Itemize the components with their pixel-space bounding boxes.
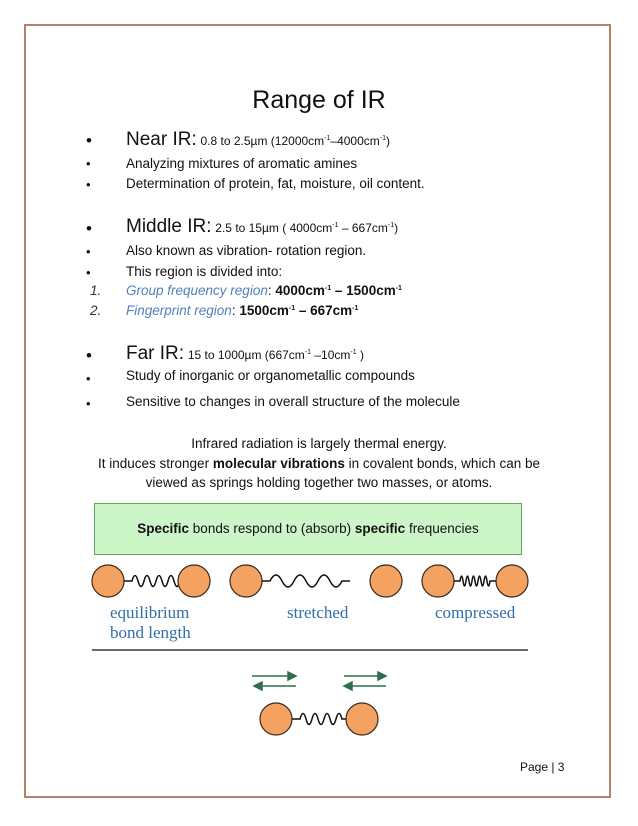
bullet: • bbox=[86, 346, 92, 365]
far-ir-item: Sensitive to changes in overall structure of the molecule bbox=[126, 394, 460, 409]
arrows-icon bbox=[252, 672, 386, 690]
middle-ir-item: Also known as vibration- rotation region. bbox=[126, 243, 367, 258]
stretched-spring bbox=[230, 565, 402, 597]
label-compressed: compressed bbox=[435, 603, 516, 622]
paragraph-line: It induces stronger molecular vibrations in covalent bonds, which can be bbox=[98, 456, 540, 471]
far-ir-item: Study of inorganic or organometallic compounds bbox=[126, 368, 415, 383]
bullet: • bbox=[86, 244, 91, 259]
label-bond-length: bond length bbox=[110, 623, 191, 642]
middle-ir-subrange: Group frequency region: $4000cm^{-1} - 1500cm^{-1}$ bbox=[126, 283, 402, 298]
page-number: Page | 3 bbox=[520, 760, 565, 774]
near-ir-item: Determination of protein, fat, moisture, oil content. bbox=[126, 176, 425, 191]
middle-ir-range: 2.5 to 15µm ( $4000cm^{-1} - 667cm^{-1}$) bbox=[215, 221, 399, 235]
paragraph-line: viewed as springs holding together two masses, or atoms. bbox=[145, 475, 493, 490]
bullet: • bbox=[86, 131, 92, 150]
far-ir-heading: Far IR: bbox=[126, 343, 185, 364]
far-ir-range: 15 to 1000µm ($667cm^{-1}$ $-10cm^{-1}$ ) bbox=[187, 348, 364, 362]
highlight-box: Specific bonds respond to (absorb) specific frequencies bbox=[94, 503, 522, 555]
middle-ir-subrange: Fingerprint region: $1500cm^{-1} - 667cm^{-1}$ bbox=[126, 303, 359, 318]
middle-ir-item: This region is divided into: bbox=[126, 264, 283, 279]
bullet: • bbox=[86, 156, 91, 171]
middle-ir-heading: Middle IR: bbox=[126, 216, 212, 237]
page-title: Range of IR bbox=[252, 86, 386, 114]
list-number: 2. bbox=[90, 303, 102, 318]
bullet: • bbox=[86, 177, 91, 192]
near-ir-item: Analyzing mixtures of aromatic amines bbox=[126, 156, 358, 171]
vibrating-spring bbox=[260, 703, 378, 735]
bullet: • bbox=[86, 219, 92, 238]
near-ir-heading: Near IR: bbox=[126, 129, 197, 150]
bullet: • bbox=[86, 371, 91, 386]
bullet: • bbox=[86, 396, 91, 411]
label-stretched: stretched bbox=[287, 603, 349, 622]
list-number: 1. bbox=[90, 283, 102, 298]
near-ir-range: 0.8 to 2.5µm $(12000cm^{-1}-4000cm^{-1})$ bbox=[200, 134, 391, 148]
label-equilibrium: equilibrium bbox=[110, 603, 190, 622]
paragraph-line: Infrared radiation is largely thermal energy. bbox=[191, 436, 447, 451]
bullet: • bbox=[86, 265, 91, 280]
equilibrium-spring bbox=[92, 565, 210, 597]
compressed-spring bbox=[422, 565, 528, 597]
